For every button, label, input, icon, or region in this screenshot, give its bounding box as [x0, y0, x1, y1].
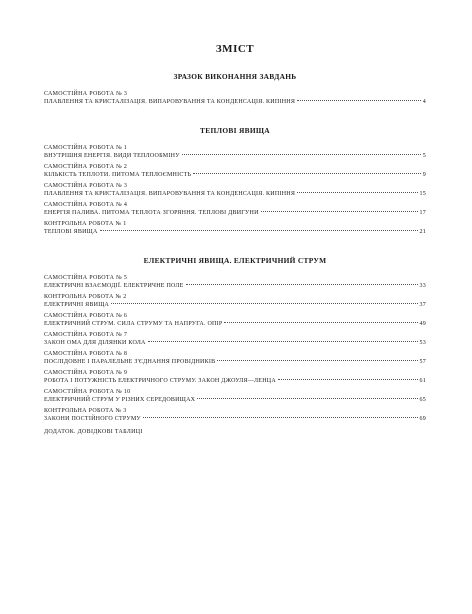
entry-topic: ЕЛЕКТРИЧНІ ВЗАЄМОДІЇ. ЕЛЕКТРИЧНЕ ПОЛЕ [44, 283, 184, 289]
leader-dots [148, 341, 418, 342]
entry-work-label: САМОСТІЙНА РОБОТА № 7 [44, 332, 128, 338]
entry-topic: КІЛЬКІСТЬ ТЕПЛОТИ. ПИТОМА ТЕПЛОЄМНІСТЬ [44, 172, 192, 178]
section-title-electric: ЕЛЕКТРИЧНІ ЯВИЩА. ЕЛЕКТРИЧНИЙ СТРУМ [143, 256, 327, 265]
appendix-entry[interactable]: ДОДАТОК. ДОВІДКОВІ ТАБЛИЦІ [44, 429, 143, 435]
toc-entry[interactable] [44, 312, 426, 328]
section-title-thermal: ТЕПЛОВІ ЯВИЩА [200, 126, 270, 135]
entry-work-label: САМОСТІЙНА РОБОТА № 8 [44, 351, 128, 357]
entry-page-number: 4 [422, 99, 426, 105]
leader-dots [182, 154, 421, 155]
entry-topic: ЗАКОН ОМА ДЛЯ ДІЛЯНКИ КОЛА [44, 340, 146, 346]
entry-topic: ВНУТРІШНЯ ЕНЕРГІЯ. ВИДИ ТЕПЛООБМІНУ [44, 153, 180, 159]
leader-dots [100, 230, 418, 231]
entry-page-number: 49 [419, 321, 426, 327]
section-title-samples: ЗРАЗОК ВИКОНАННЯ ЗАВДАНЬ [173, 72, 297, 81]
entry-topic: ЕЛЕКТРИЧНИЙ СТРУМ. СИЛА СТРУМУ ТА НАПРУГА. ОПІР [44, 321, 223, 327]
entry-work-label: САМОСТІЙНА РОБОТА № 3 [44, 91, 128, 97]
entry-topic: ЕЛЕКТРИЧНИЙ СТРУМ У РІЗНИХ СЕРЕДОВИЩАХ [44, 397, 196, 403]
entry-work-label: САМОСТІЙНА РОБОТА № 6 [44, 313, 128, 319]
leader-dots [193, 173, 421, 174]
entry-page-number: 33 [419, 283, 426, 289]
leader-dots [186, 284, 418, 285]
entry-topic: ПЛАВЛЕННЯ ТА КРИСТАЛІЗАЦІЯ. ВИПАРОВУВАННЯ ТА КОНДЕНСАЦІЯ. КИПІННЯ [44, 99, 296, 105]
entry-page-number: 65 [419, 397, 426, 403]
entry-work-label: САМОСТІЙНА РОБОТА № 10 [44, 389, 131, 395]
leader-dots [297, 100, 421, 101]
entry-work-label: САМОСТІЙНА РОБОТА № 4 [44, 202, 128, 208]
entry-page-number: 53 [419, 340, 426, 346]
toc-entry[interactable] [44, 201, 426, 217]
leader-dots [278, 379, 418, 380]
leader-dots [217, 360, 417, 361]
entry-work-label: САМОСТІЙНА РОБОТА № 1 [44, 145, 128, 151]
toc-entry[interactable] [44, 144, 426, 160]
toc-entry[interactable] [44, 407, 426, 423]
toc-entry[interactable] [44, 293, 426, 309]
entry-page-number: 57 [419, 359, 426, 365]
toc-entry[interactable] [44, 182, 426, 198]
toc-entry[interactable] [44, 163, 426, 179]
entry-work-label: КОНТРОЛЬНА РОБОТА № 2 [44, 294, 127, 300]
entry-work-label: КОНТРОЛЬНА РОБОТА № 1 [44, 221, 127, 227]
toc-entry[interactable] [44, 350, 426, 366]
entry-topic: ЕНЕРГІЯ ПАЛИВА. ПИТОМА ТЕПЛОТА ЗГОРЯННЯ. ТЕПЛОВІ ДВИГУНИ [44, 210, 259, 216]
entry-work-label: САМОСТІЙНА РОБОТА № 3 [44, 183, 128, 189]
entry-topic: ПЛАВЛЕННЯ ТА КРИСТАЛІЗАЦІЯ. ВИПАРОВУВАННЯ ТА КОНДЕНСАЦІЯ. КИПІННЯ [44, 191, 296, 197]
entry-page-number: 37 [419, 302, 426, 308]
page-title: ЗМІСТ [215, 43, 255, 55]
toc-entry[interactable] [44, 369, 426, 385]
entry-topic: РОБОТА І ПОТУЖНІСТЬ ЕЛЕКТРИЧНОГО СТРУМУ. ЗАКОН ДЖОУЛЯ—ЛЕНЦА [44, 378, 276, 384]
entry-work-label: КОНТРОЛЬНА РОБОТА № 3 [44, 408, 127, 414]
leader-dots [197, 398, 417, 399]
leader-dots [297, 192, 417, 193]
toc-entry[interactable] [44, 90, 426, 106]
entry-work-label: САМОСТІЙНА РОБОТА № 2 [44, 164, 128, 170]
toc-entry[interactable] [44, 274, 426, 290]
toc-entry[interactable] [44, 388, 426, 404]
entry-topic: ЕЛЕКТРИЧНІ ЯВИЩА [44, 302, 110, 308]
entry-topic: ПОСЛІДОВНЕ І ПАРАЛЕЛЬНЕ З'ЄДНАННЯ ПРОВІДНИКІВ [44, 359, 216, 365]
entry-page-number: 5 [422, 153, 426, 159]
entry-page-number: 17 [419, 210, 426, 216]
leader-dots [111, 303, 417, 304]
leader-dots [224, 322, 417, 323]
entry-page-number: 9 [422, 172, 426, 178]
toc-entry[interactable] [44, 220, 426, 236]
entry-work-label: САМОСТІЙНА РОБОТА № 9 [44, 370, 128, 376]
entry-page-number: 21 [419, 229, 426, 235]
entry-topic: ЗАКОНИ ПОСТІЙНОГО СТРУМУ [44, 416, 141, 422]
entry-page-number: 69 [419, 416, 426, 422]
entry-topic: ТЕПЛОВІ ЯВИЩА [44, 229, 98, 235]
toc-entry[interactable] [44, 331, 426, 347]
leader-dots [261, 211, 418, 212]
leader-dots [143, 417, 418, 418]
entry-work-label: САМОСТІЙНА РОБОТА № 5 [44, 275, 128, 281]
entry-page-number: 61 [419, 378, 426, 384]
entry-page-number: 15 [419, 191, 426, 197]
